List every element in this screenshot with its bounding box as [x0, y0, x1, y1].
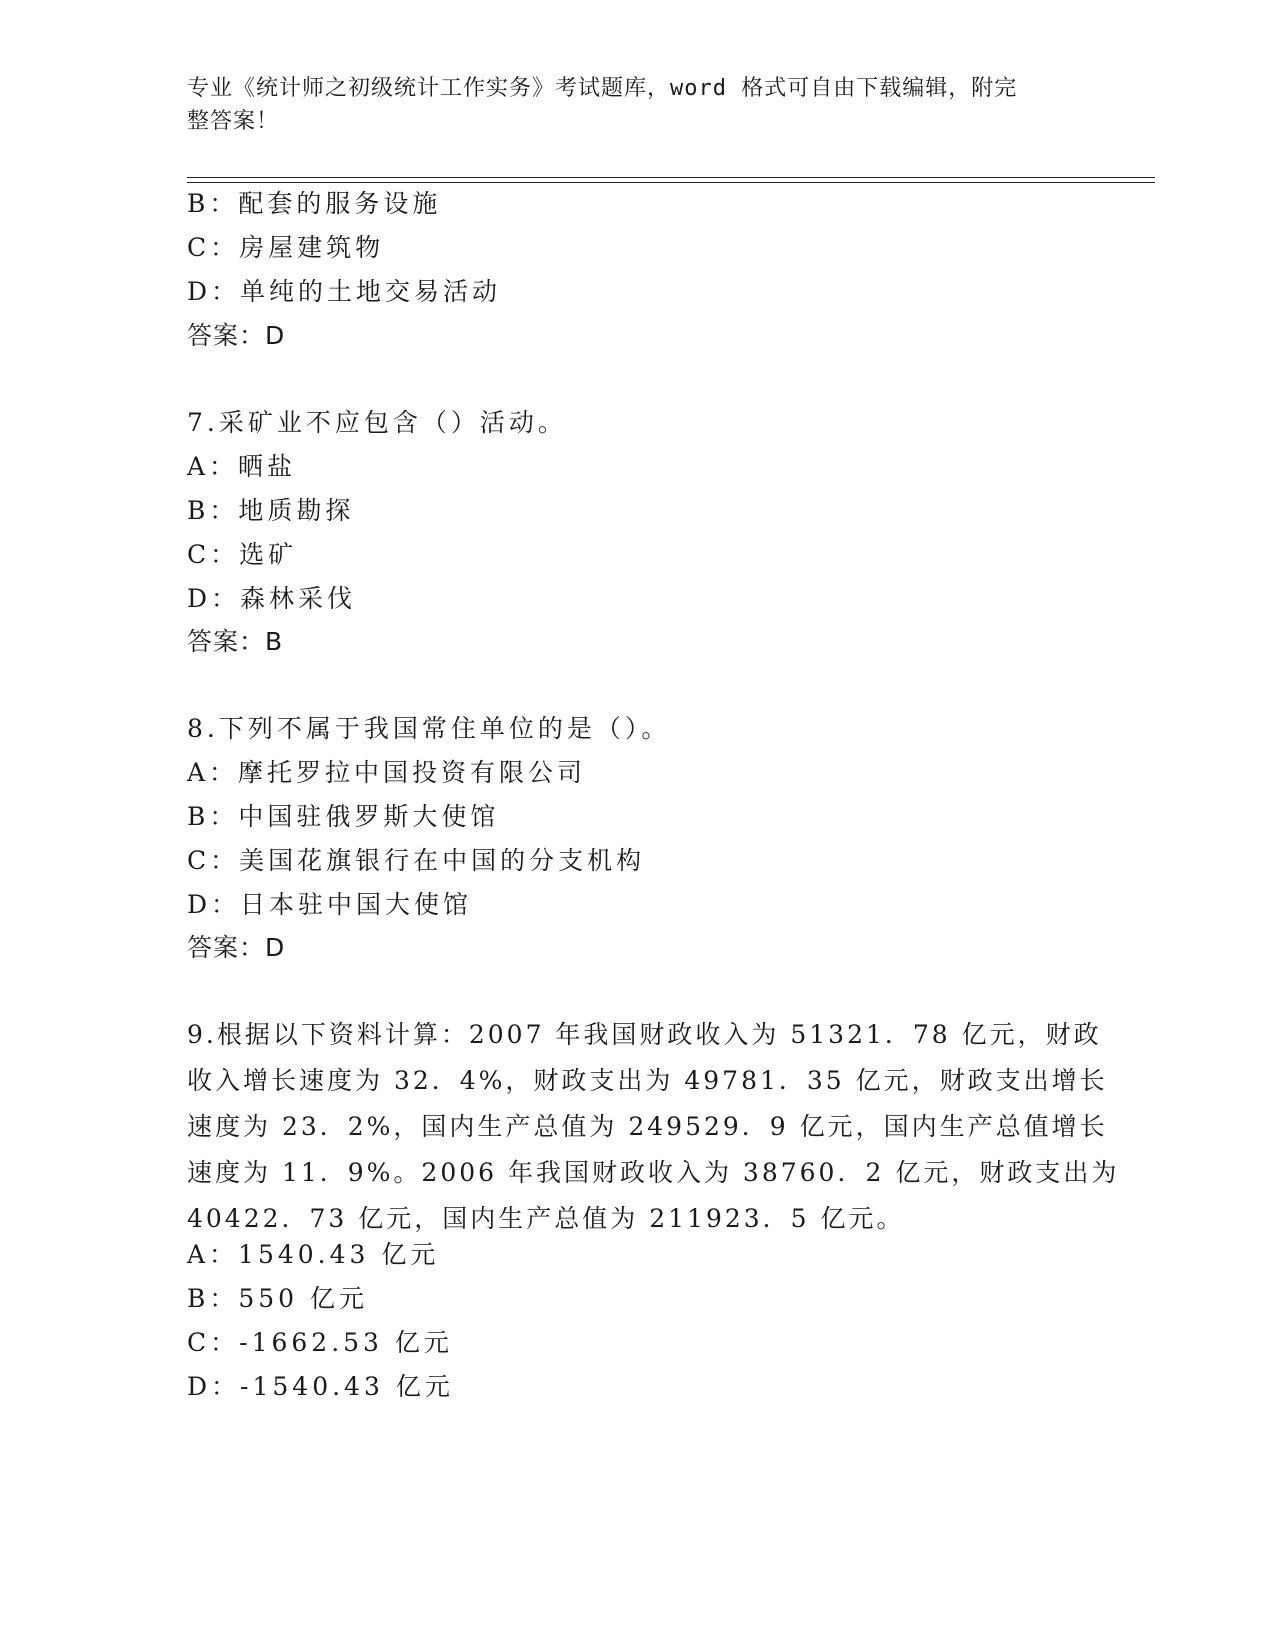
q6-option-b: B：配套的服务设施: [187, 189, 442, 218]
q7-answer: 答案：B: [187, 627, 284, 656]
q8-answer: 答案：D: [187, 933, 286, 962]
q9-question-line-1: 9.根据以下资料计算：2007 年我国财政收入为 51321．78 亿元，财政: [187, 1020, 1102, 1049]
q9-question-line-2: 收入增长速度为 32．4%，财政支出为 49781．35 亿元，财政支出增长: [187, 1066, 1108, 1095]
q7-option-d: D：森林采伐: [187, 584, 357, 613]
header-divider-top: [187, 177, 1155, 178]
document-header: [187, 72, 1087, 138]
q9-option-c: C：-1662.53 亿元: [187, 1328, 453, 1357]
q8-option-c: C：美国花旗银行在中国的分支机构: [187, 846, 646, 875]
q9-option-b: B：550 亿元: [187, 1284, 369, 1313]
q8-option-a: A：摩托罗拉中国投资有限公司: [187, 758, 587, 787]
header-divider-bottom: [187, 182, 1155, 183]
q7-option-b: B：地质勘探: [187, 496, 355, 525]
q9-question: [187, 1012, 1120, 1242]
q6-answer: 答案：D: [187, 321, 286, 350]
q6-option-c: C：房屋建筑物: [187, 233, 385, 262]
q9-question-line-5: 40422．73 亿元，国内生产总值为 211923．5 亿元。: [187, 1204, 905, 1233]
header-line-1: 专业《统计师之初级统计工作实务》考试题库，word 格式可自由下载编辑，附完: [187, 76, 1018, 101]
header-line-2: 整答案！: [187, 109, 280, 134]
q8-question: 8.下列不属于我国常住单位的是（）。: [187, 714, 671, 743]
q7-question: 7.采矿业不应包含（）活动。: [187, 408, 567, 437]
q7-option-a: A：晒盐: [187, 452, 297, 481]
q9-option-a: A：1540.43 亿元: [187, 1240, 440, 1269]
q8-option-d: D：日本驻中国大使馆: [187, 890, 473, 919]
q9-question-line-3: 速度为 23．2%，国内生产总值为 249529．9 亿元，国内生产总值增长: [187, 1112, 1108, 1141]
q9-option-d: D：-1540.43 亿元: [187, 1372, 454, 1401]
q8-option-b: B：中国驻俄罗斯大使馆: [187, 802, 500, 831]
q7-option-c: C：选矿: [187, 540, 298, 569]
q6-option-d: D：单纯的土地交易活动: [187, 277, 502, 306]
q9-question-line-4: 速度为 11．9%。2006 年我国财政收入为 38760．2 亿元，财政支出为: [187, 1158, 1120, 1187]
